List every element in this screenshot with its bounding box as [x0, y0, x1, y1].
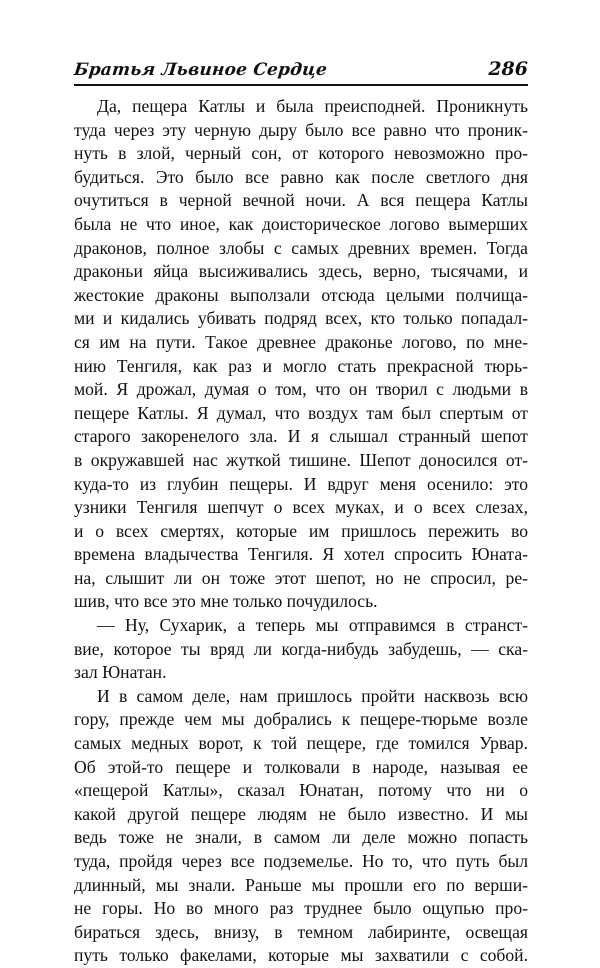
- text-line: зал Юнатан.: [74, 662, 167, 683]
- text-line: ся им на пути. Такое древнее драконье логово, по мне-: [74, 331, 528, 352]
- text-line: на, слышит ли он тоже этот шепот, но не спросил, ре-: [74, 567, 528, 588]
- text-line: какой другой пещере людям не было известно. И мы: [74, 803, 528, 824]
- text-line: в окружавшей нас жуткой тишине. Шепот доносился от-: [74, 449, 528, 470]
- text-line: будиться. Это было все равно как после светлого дня: [74, 166, 528, 187]
- paragraph: [74, 685, 528, 968]
- text-line: драконов, полное злобы с самых древних времен. Тогда: [74, 237, 528, 258]
- text-line: самых медных ворот, к той пещере, где томился Урвар.: [74, 733, 528, 754]
- text-line: шив, что все это мне только почудилось.: [74, 591, 378, 612]
- text-line: мой. Я дрожал, думая о том, что он творил с людьми в: [74, 379, 528, 400]
- text-line: И в самом деле, нам пришлось пройти насквозь всю: [97, 685, 528, 706]
- text-line: Об этой-то пещере и толковали в народе, называя ее: [74, 756, 528, 777]
- text-line: была не что иное, как доисторическое логово вымерших: [74, 213, 528, 234]
- text-line: куда-то из глубин пещеры. И вдруг меня осенило: это: [74, 473, 528, 494]
- running-title: Братья Львиное Сердце: [72, 60, 329, 80]
- text-line: очутиться в черной вечной ночи. А вся пещера Катлы: [74, 190, 528, 211]
- text-line: «пещерой Катлы», сказал Юнатан, потому что ни о: [74, 780, 528, 801]
- text-line: длинный, мы знали. Раньше мы прошли его по верши-: [74, 874, 528, 895]
- text-line: не горы. Но во много раз труднее было ощупью про-: [74, 898, 528, 919]
- header-rule: [74, 84, 528, 86]
- text-line: ми и кидались убивать подряд всех, кто только попадал-: [74, 308, 528, 329]
- text-line: узники Тенгиля шепчут о всех муках, и о всех слезах,: [74, 497, 528, 518]
- text-line: пещере Катлы. Я думал, что воздух там был спертым от: [74, 402, 528, 423]
- text-line: Да, пещера Катлы и была преисподней. Проникнуть: [97, 96, 528, 116]
- text-line: бираться здесь, внизу, в темном лабиринте, освещая: [74, 921, 528, 942]
- text-line: ведь тоже не знали, в самом ли деле можно попасть: [74, 827, 528, 848]
- text-line: жестокие драконы выползали отсюда целыми полчища-: [74, 284, 528, 305]
- text-line: нуть в злой, черный сон, от которого невозможно про-: [74, 143, 528, 164]
- text-line: нию Тенгиля, как раз и могло стать прекрасной тюрь-: [74, 355, 528, 376]
- body-text: [74, 95, 528, 968]
- text-line: вие, которое ты вряд ли когда-нибудь забудешь, — ска-: [74, 638, 528, 659]
- page-number: 286: [488, 58, 528, 80]
- text-line: драконьи яйца высиживались здесь, верно, тысячами, и: [74, 261, 528, 282]
- text-line: туда, пройдя через все подземелье. Но то, что путь был: [74, 851, 528, 871]
- text-line: времена владычества Тенгиля. Я хотел спросить Юната-: [74, 544, 528, 565]
- text-line: гору, прежде чем мы добрались к пещере-тюрьме возле: [74, 709, 528, 730]
- text-line: туда через эту черную дыру было все равно что проник-: [74, 119, 528, 140]
- paragraph: [74, 614, 528, 685]
- text-line: старого закоренелого зла. И я слышал странный шепот: [74, 426, 528, 447]
- text-line: путь только факелами, которые мы захватили с собой.: [74, 945, 528, 966]
- text-line: и о всех смертях, которые им пришлось пережить во: [74, 520, 528, 541]
- paragraph: [74, 95, 528, 614]
- page-header: [74, 58, 528, 88]
- text-line: — Ну, Сухарик, а теперь мы отправимся в странст-: [97, 615, 528, 636]
